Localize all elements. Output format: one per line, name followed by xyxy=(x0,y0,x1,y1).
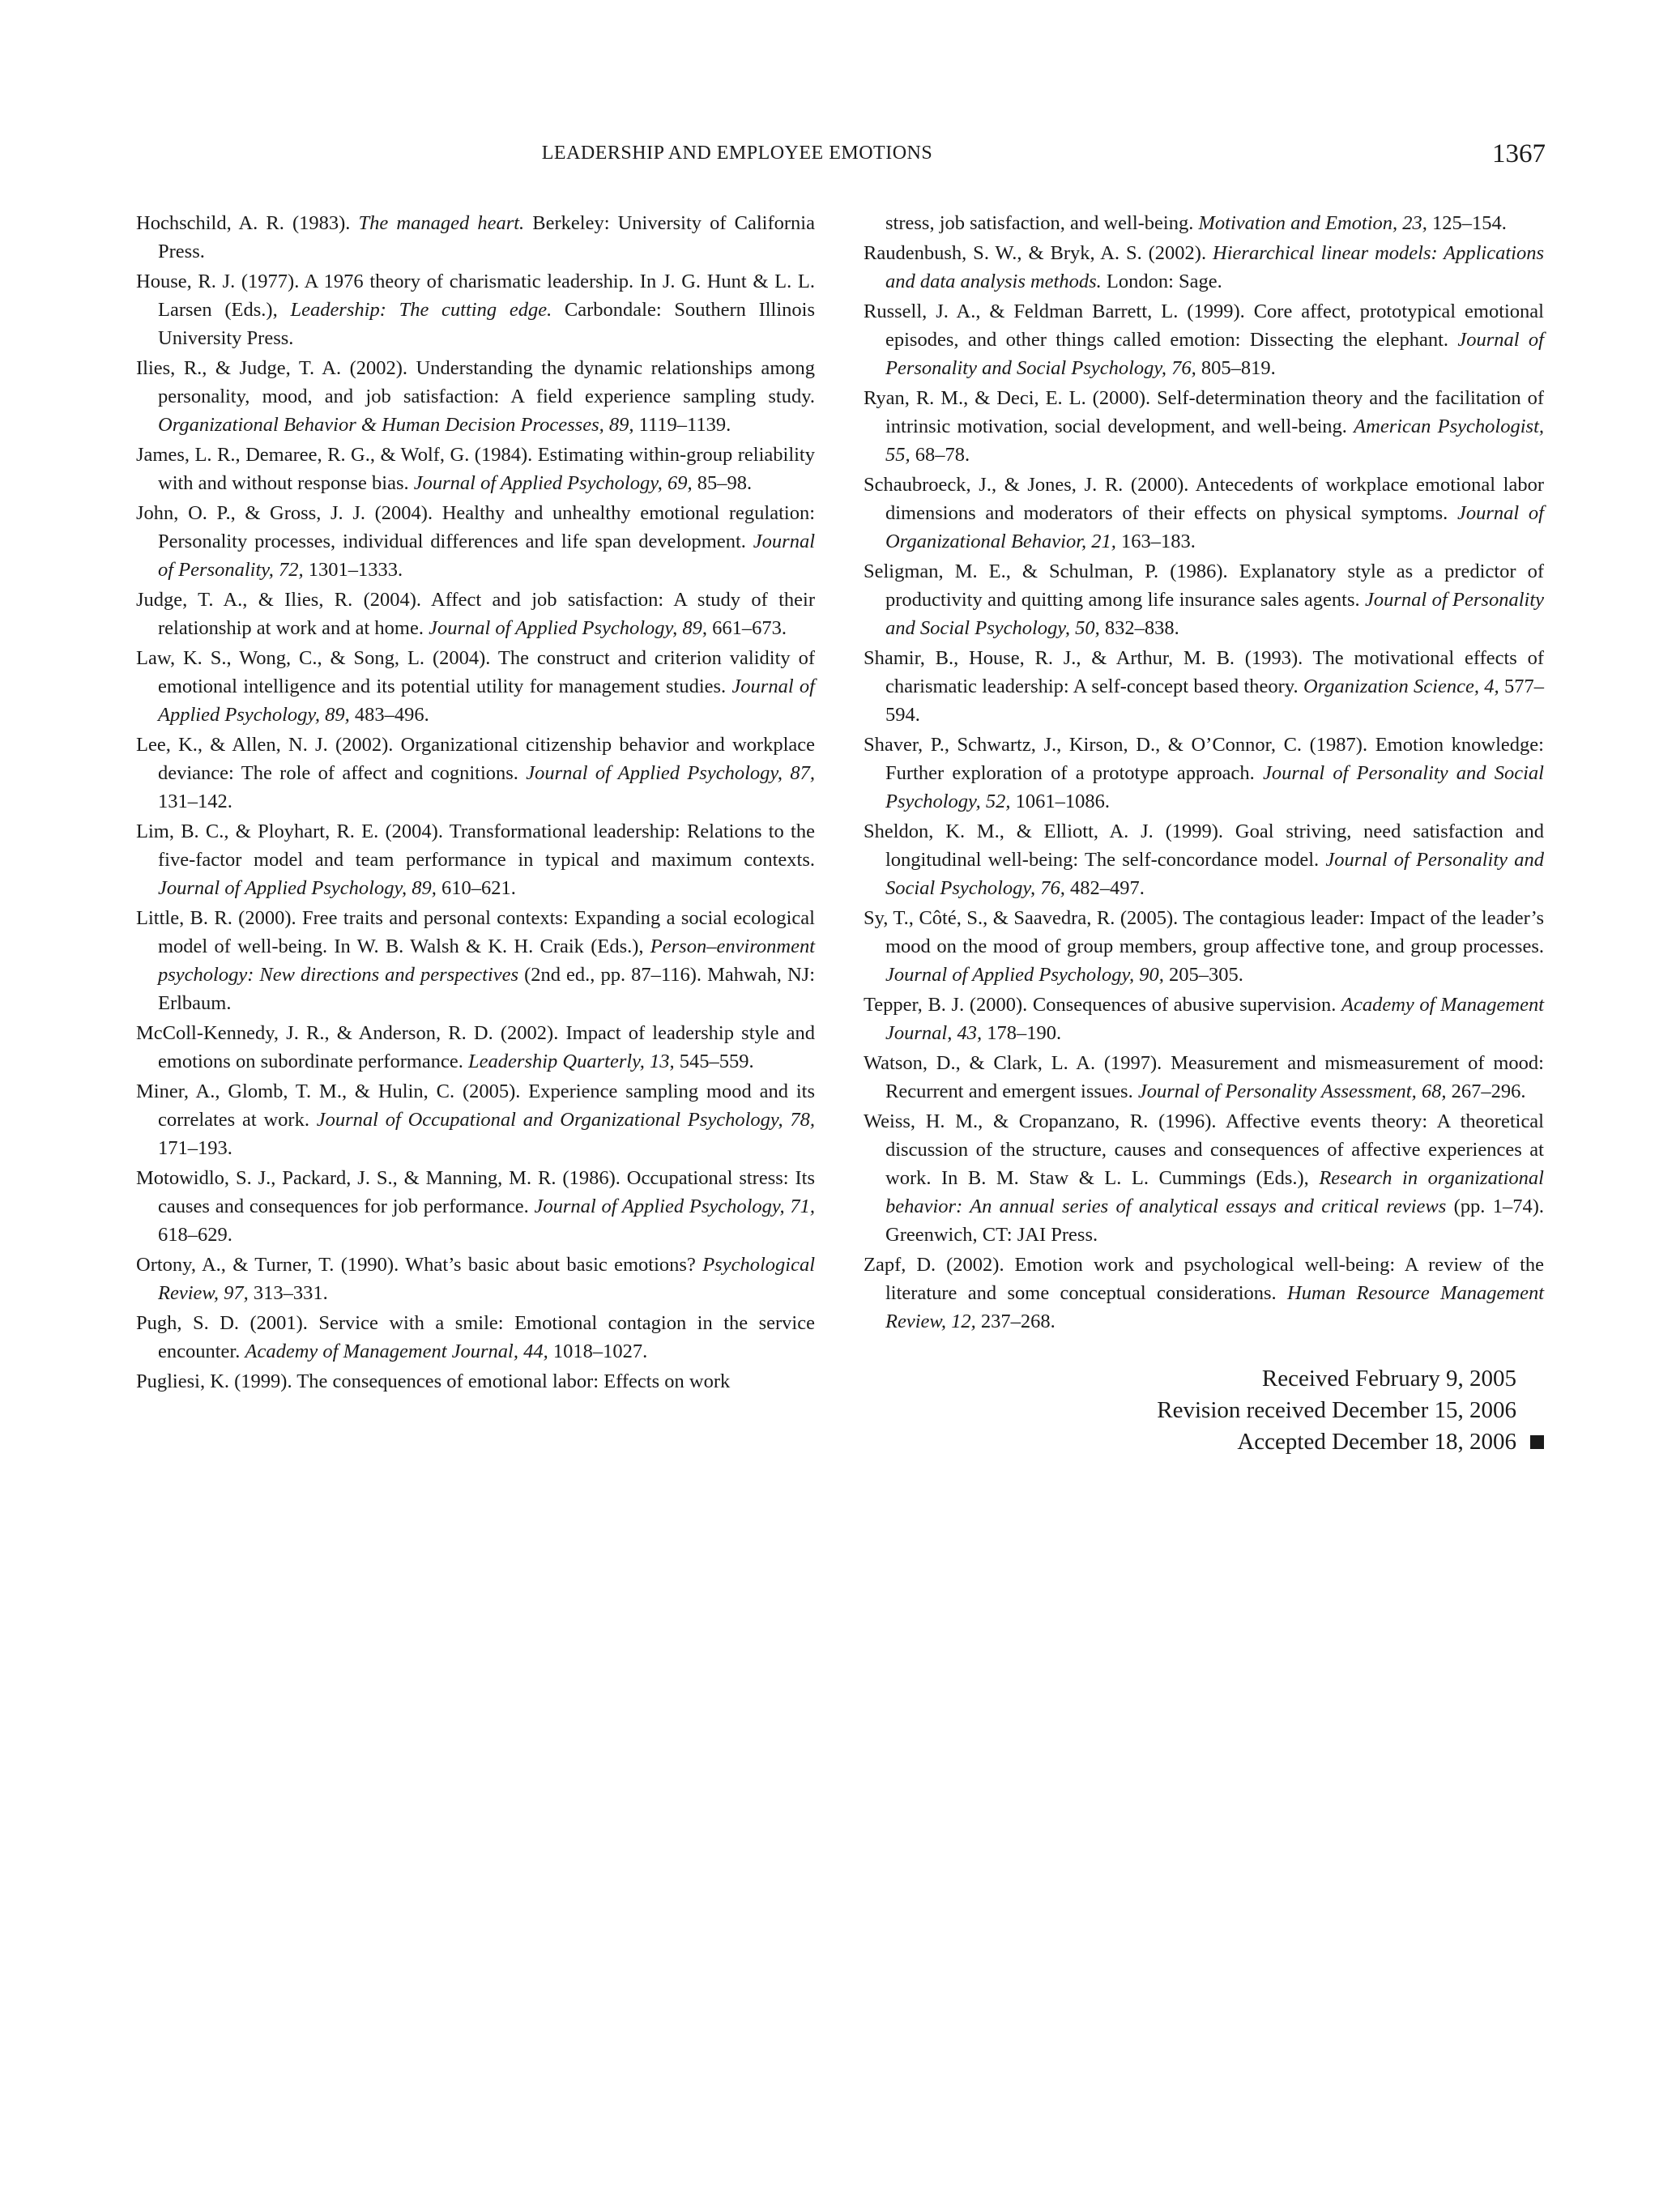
reference-text: 85–98. xyxy=(692,472,753,494)
reference-text: Motowidlo, S. J., Packard, J. S., & Manning, M. R. (1986). Occupational stress: Its causes and consequences for job performance. xyxy=(136,1167,815,1217)
reference-entry xyxy=(864,644,1544,729)
references-right-column xyxy=(864,209,1544,1458)
reference-text: 577–594. xyxy=(885,676,1545,726)
reference-text: 1119–1139. xyxy=(633,414,731,436)
references-left-column xyxy=(136,209,815,1397)
reference-text: Carbondale: Southern Illinois University Press. xyxy=(158,299,816,349)
reference-entry xyxy=(136,1019,815,1076)
reference-text: Ilies, R., & Judge, T. A. (2002). Understanding the dynamic relationships among personality, mood, and job satisfaction: A field experience sampling study. xyxy=(136,357,815,407)
reference-text: 805–819. xyxy=(1196,357,1276,379)
reference-entry xyxy=(864,991,1544,1047)
reference-italic-text: Organizational Behavior & Human Decision Processes, 89, xyxy=(158,414,634,436)
reference-text: 163–183. xyxy=(1115,531,1196,552)
reference-entry xyxy=(136,586,815,642)
reference-italic-text: Journal of Applied Psychology, 87, xyxy=(526,762,816,784)
reference-text: James, L. R., Demaree, R. G., & Wolf, G. (1984). Estimating within-group reliability with and without response bias. xyxy=(136,444,815,494)
reference-italic-text: Journal of Occupational and Organizational Psychology, 78, xyxy=(316,1109,815,1131)
reference-italic-text: Journal of Applied Psychology, 89, xyxy=(429,617,707,639)
reference-entry xyxy=(136,817,815,902)
reference-text: 1301–1333. xyxy=(303,559,403,581)
reference-italic-text: Journal of Applied Psychology, 90, xyxy=(885,964,1164,986)
reference-text: 1061–1086. xyxy=(1010,791,1110,812)
accepted-row xyxy=(864,1426,1516,1458)
reference-italic-text: Journal of Organizational Behavior, 21, xyxy=(885,502,1544,552)
reference-italic-text: Psychological Review, 97, xyxy=(158,1254,815,1304)
reference-italic-text: Leadership Quarterly, 13, xyxy=(468,1051,675,1072)
reference-italic-text: Journal of Personality and Social Psychology, 76, xyxy=(885,329,1544,379)
reference-text: Seligman, M. E., & Schulman, P. (1986). Explanatory style as a predictor of productivity and quitting among life insurance sales agents. xyxy=(864,560,1544,611)
reference-list xyxy=(864,239,1544,1336)
reference-entry xyxy=(136,644,815,729)
reference-entry xyxy=(136,904,815,1017)
reference-entry xyxy=(864,471,1544,556)
reference-text: Lim, B. C., & Ployhart, R. E. (2004). Transformational leadership: Relations to the five-factor model and team performance in typical and maximum contexts. xyxy=(136,820,815,871)
accepted-date: Accepted December 18, 2006 xyxy=(1237,1429,1516,1455)
reference-text: Watson, D., & Clark, L. A. (1997). Measurement and mismeasurement of mood: Recurrent and emergent issues. xyxy=(864,1052,1544,1102)
reference-entry xyxy=(864,904,1544,989)
reference-text: Shamir, B., House, R. J., & Arthur, M. B. (1993). The motivational effects of charismatic leadership: A self-concept based theory. xyxy=(864,647,1544,697)
reference-text: 618–629. xyxy=(158,1224,232,1246)
reference-text: Schaubroeck, J., & Jones, J. R. (2000). Antecedents of workplace emotional labor dimensions and moderators of their effects on physical symptoms. xyxy=(864,474,1544,524)
reference-text: Pugh, S. D. (2001). Service with a smile: Emotional contagion in the service encounter. xyxy=(136,1312,815,1362)
reference-entry xyxy=(136,1164,815,1249)
reference-italic-text: Journal of Applied Psychology, 71, xyxy=(534,1196,815,1217)
reference-italic-text: Journal of Personality Assessment, 68, xyxy=(1137,1080,1447,1102)
reference-text: 545–559. xyxy=(674,1051,754,1072)
reference-entry xyxy=(864,1251,1544,1336)
reference-text: 832–838. xyxy=(1099,617,1179,639)
reference-text: Sheldon, K. M., & Elliott, A. J. (1999). Goal striving, need satisfaction and longitudinal well-being: The self-concordance model. xyxy=(864,820,1544,871)
reference-text: Sy, T., Côté, S., & Saavedra, R. (2005). The contagious leader: Impact of the leader’s mood on the mood of group members, group affective tone, and group processes. xyxy=(864,907,1544,957)
reference-entry xyxy=(864,557,1544,642)
reference-text: 178–190. xyxy=(982,1022,1062,1044)
reference-text: 205–305. xyxy=(1163,964,1243,986)
reference-entry xyxy=(136,354,815,439)
revision-date: Revision received December 15, 2006 xyxy=(1157,1397,1516,1423)
reference-text: House, R. J. (1977). A 1976 theory of charismatic leadership. In J. G. Hunt & L. L. Larsen (Eds.), xyxy=(136,271,815,321)
reference-text: Lee, K., & Allen, N. J. (2002). Organizational citizenship behavior and workplace deviance: The role of affect and cognitions. xyxy=(136,734,815,784)
reference-text: 267–296. xyxy=(1446,1080,1526,1102)
reference-italic-text: Research in organizational behavior: An annual series of analytical essays and critical reviews xyxy=(885,1167,1544,1217)
reference-italic-text: American Psychologist, 55, xyxy=(885,416,1544,466)
reference-text: 1018–1027. xyxy=(548,1340,648,1362)
reference-text: Pugliesi, K. (1999). The consequences of emotional labor: Effects on work xyxy=(136,1370,731,1392)
reference-text: Little, B. R. (2000). Free traits and personal contexts: Expanding a social ecological model of well-being. In W. B. Walsh & K. H. Craik (Eds.), xyxy=(136,907,815,957)
reference-text: 68–78. xyxy=(910,444,970,466)
reference-italic-text: Academy of Management Journal, 44, xyxy=(245,1340,548,1362)
reference-italic-text: The managed heart. xyxy=(358,212,525,234)
reference-text: London: Sage. xyxy=(1101,271,1222,292)
reference-italic-text: Hierarchical linear models: Applications and data analysis methods. xyxy=(885,242,1544,292)
received-date: Received February 9, 2005 xyxy=(1261,1366,1516,1392)
reference-text: Miner, A., Glomb, T. M., & Hulin, C. (2005). Experience sampling mood and its correlates at work. xyxy=(136,1080,815,1131)
end-of-article-mark xyxy=(1530,1435,1544,1449)
reference-text: Ryan, R. M., & Deci, E. L. (2000). Self-determination theory and the facilitation of intrinsic motivation, social development, and well-being. xyxy=(864,387,1544,437)
reference-entry xyxy=(864,384,1544,469)
reference-entry xyxy=(136,441,815,497)
reference-entry xyxy=(864,817,1544,902)
reference-italic-text: Journal of Applied Psychology, 89, xyxy=(158,877,437,899)
reference-text: 125–154. xyxy=(1427,212,1507,234)
reference-entry xyxy=(136,1309,815,1366)
reference-italic-text: Leadership: The cutting edge. xyxy=(290,299,552,321)
reference-text: Tepper, B. J. (2000). Consequences of abusive supervision. xyxy=(864,994,1341,1016)
reference-entry xyxy=(864,731,1544,816)
reference-text: 131–142. xyxy=(158,791,232,812)
reference-text: Zapf, D. (2002). Emotion work and psychological well-being: A review of the literature and some conceptual considerations. xyxy=(864,1254,1544,1304)
reference-italic-text: Journal of Personality and Social Psychology, 52, xyxy=(885,762,1544,812)
running-title: LEADERSHIP AND EMPLOYEE EMOTIONS xyxy=(541,143,933,164)
reference-text: Hochschild, A. R. (1983). xyxy=(136,212,359,234)
running-head xyxy=(0,139,1659,172)
reference-entry xyxy=(136,267,815,352)
reference-entry xyxy=(864,239,1544,296)
reference-text: (pp. 1–74). Greenwich, CT: JAI Press. xyxy=(885,1196,1544,1246)
manuscript-history xyxy=(864,1363,1544,1458)
reference-entry xyxy=(136,1251,815,1307)
reference-text: 661–673. xyxy=(706,617,787,639)
reference-text: 610–621. xyxy=(436,877,516,899)
reference-italic-text: Journal of Personality and Social Psychology, 50, xyxy=(885,589,1544,639)
reference-text: John, O. P., & Gross, J. J. (2004). Healthy and unhealthy emotional regulation: Personality processes, individual differences and life span development. xyxy=(136,502,815,552)
reference-text: 237–268. xyxy=(975,1311,1056,1332)
reference-italic-text: Organization Science, 4, xyxy=(1303,676,1499,697)
reference-text: Shaver, P., Schwartz, J., Kirson, D., & O’Connor, C. (1987). Emotion knowledge: Further exploration of a prototype approach. xyxy=(864,734,1544,784)
reference-text: Judge, T. A., & Ilies, R. (2004). Affect and job satisfaction: A study of their relationship at work and at home. xyxy=(136,589,815,639)
reference-entry xyxy=(864,1107,1544,1249)
reference-text: 313–331. xyxy=(248,1282,328,1304)
reference-italic-text: Journal of Personality and Social Psychology, 76, xyxy=(885,849,1544,899)
reference-italic-text: Academy of Management Journal, 43, xyxy=(885,994,1545,1044)
reference-italic-text: Person–environment psychology: New directions and perspectives xyxy=(158,936,815,986)
reference-entry xyxy=(864,297,1544,382)
reference-entry xyxy=(136,1077,815,1162)
reference-text: Russell, J. A., & Feldman Barrett, L. (1999). Core affect, prototypical emotional episodes, and other things called emotion: Dissecting the elephant. xyxy=(864,300,1544,351)
reference-text: stress, job satisfaction, and well-being. xyxy=(885,212,1199,234)
reference-italic-text: Human Resource Management Review, 12, xyxy=(885,1282,1545,1332)
reference-text: Raudenbush, S. W., & Bryk, A. S. (2002). xyxy=(864,242,1213,264)
reference-text: Weiss, H. M., & Cropanzano, R. (1996). Affective events theory: A theoretical discussion of the structure, causes and consequences of affective experiences at work. In B. M. Staw & L. L. Cummings (Eds.), xyxy=(864,1110,1544,1189)
reference-text: 483–496. xyxy=(349,704,429,726)
reference-text: 171–193. xyxy=(158,1137,232,1159)
reference-entry xyxy=(864,1049,1544,1106)
reference-entry xyxy=(136,499,815,584)
reference-text: 482–497. xyxy=(1064,877,1145,899)
reference-text: Ortony, A., & Turner, T. (1990). What’s basic about basic emotions? xyxy=(136,1254,703,1276)
reference-entry xyxy=(136,731,815,816)
reference-italic-text: Journal of Personality, 72, xyxy=(158,531,815,581)
reference-italic-text: Journal of Applied Psychology, 69, xyxy=(413,472,693,494)
reference-continuation xyxy=(864,209,1544,237)
reference-entry xyxy=(136,209,815,266)
reference-text: Law, K. S., Wong, C., & Song, L. (2004). The construct and criterion validity of emotional intelligence and its potential utility for management studies. xyxy=(136,647,815,697)
reference-entry xyxy=(136,1367,815,1396)
reference-italic-text: Motivation and Emotion, 23, xyxy=(1198,212,1427,234)
page-number: 1367 xyxy=(1492,139,1546,168)
reference-text: McColl-Kennedy, J. R., & Anderson, R. D. (2002). Impact of leadership style and emotions on subordinate performance. xyxy=(136,1022,815,1072)
reference-text: Berkeley: University of California Press. xyxy=(158,212,815,262)
reference-italic-text: Journal of Applied Psychology, 89, xyxy=(158,676,815,726)
reference-text: (2nd ed., pp. 87–116). Mahwah, NJ: Erlbaum. xyxy=(158,964,815,1014)
